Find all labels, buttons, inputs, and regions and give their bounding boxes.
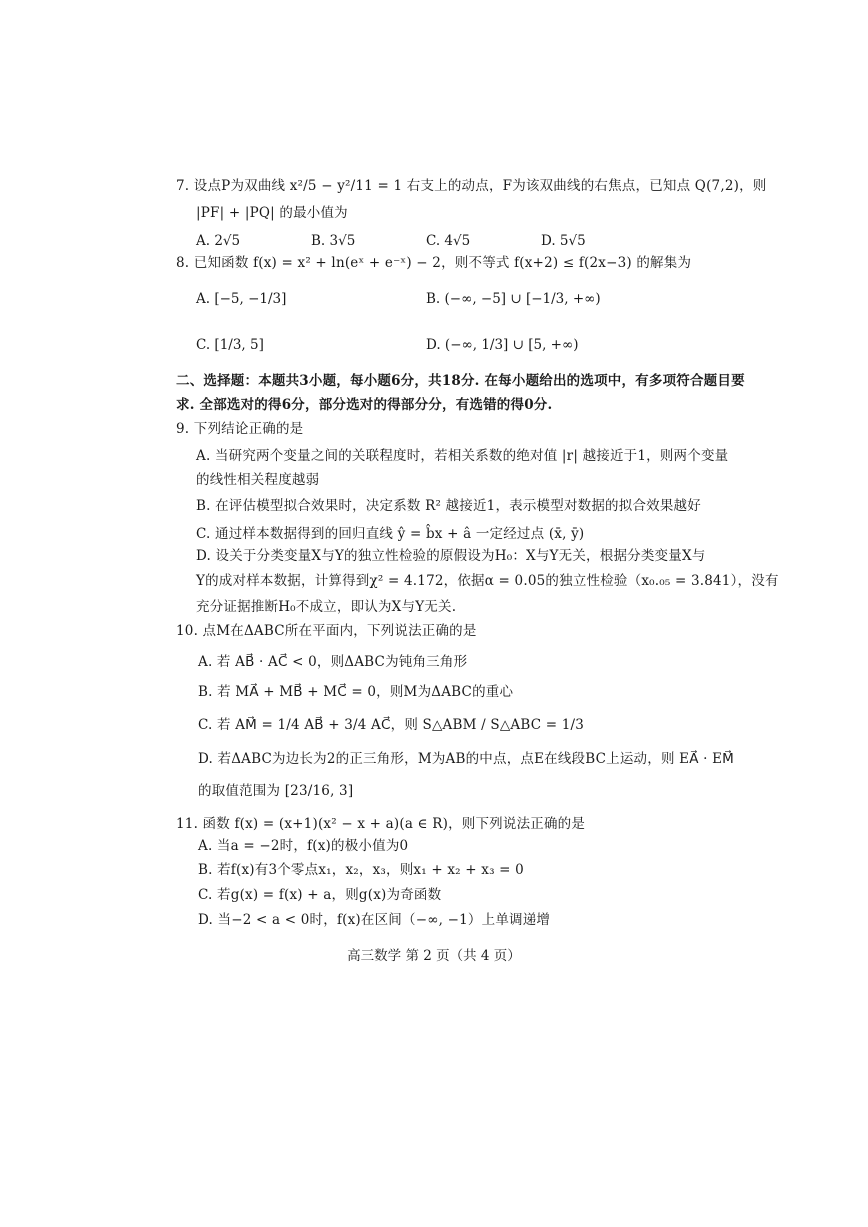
q9-option-d-line2: Y的成对样本数据，计算得到χ² = 4.172，依据α = 0.05的独立性检验（x₀.₀₅ = 3.841），没有: [196, 573, 779, 589]
q10-stem: 10. 点M在ΔABC所在平面内，下列说法正确的是: [176, 623, 477, 639]
q7-option-b: B. 3√5: [311, 233, 356, 249]
q9-option-d-line3: 充分证据推断H₀不成立，即认为X与Y无关.: [196, 599, 457, 615]
q11-option-a: A. 当a = −2时，f(x)的极小值为0: [198, 838, 409, 854]
q10-option-a: A. 若 AB⃗ · AC⃗ < 0，则ΔABC为钝角三角形: [198, 654, 468, 670]
q10-option-d-line1: D. 若ΔABC为边长为2的正三角形，M为AB的中点，点E在线段BC上运动，则 EA⃗ · EM⃗: [198, 751, 735, 767]
q9-option-b: B. 在评估模型拟合效果时，决定系数 R² 越接近1，表示模型对数据的拟合效果越好: [196, 498, 701, 514]
q7-option-c: C. 4√5: [426, 233, 471, 249]
q8-options-row1: [196, 289, 716, 309]
q10-option-c: C. 若 AM⃗ = 1/4 AB⃗ + 3/4 AC⃗，则 S△ABM / S△ABC = 1/3: [198, 717, 585, 733]
q7-options: [196, 231, 756, 251]
q11-option-d: D. 当−2 < a < 0时，f(x)在区间（−∞, −1）上单调递增: [198, 912, 551, 928]
q7-stem-line1: 7. 设点P为双曲线 x²/5 − y²/11 = 1 右支上的动点，F为该双曲线的右焦点，已知点 Q(7,2)，则: [176, 178, 767, 194]
q11-option-c: C. 若g(x) = f(x) + a，则g(x)为奇函数: [198, 887, 442, 903]
page-footer: 高三数学 第 2 页（共 4 页）: [347, 948, 521, 964]
q8-option-d: D. (−∞, 1/3] ∪ [5, +∞): [426, 337, 579, 353]
section2-instructions-line1: 二、选择题：本题共3小题，每小题6分，共18分. 在每小题给出的选项中，有多项符合题目要: [176, 373, 745, 389]
q8-option-b: B. (−∞, −5] ∪ [−1/3, +∞): [426, 291, 601, 307]
q10-option-b: B. 若 MA⃗ + MB⃗ + MC⃗ = 0，则M为ΔABC的重心: [198, 684, 514, 700]
q7-option-d: D. 5√5: [541, 233, 586, 249]
q7-stem-line2: |PF| + |PQ| 的最小值为: [196, 205, 348, 221]
q9-stem: 9. 下列结论正确的是: [176, 421, 304, 437]
q10-option-d-line2: 的取值范围为 [23/16, 3]: [198, 783, 354, 799]
q11-option-b: B. 若f(x)有3个零点x₁，x₂，x₃，则x₁ + x₂ + x₃ = 0: [198, 862, 524, 878]
q11-stem: 11. 函数 f(x) = (x+1)(x² − x + a)(a ∈ R)，则下列说法正确的是: [176, 816, 586, 832]
q7-option-a: A. 2√5: [196, 233, 241, 249]
q8-options-row2: [196, 335, 716, 355]
q8-option-c: C. [1/3, 5]: [196, 337, 264, 353]
q9-option-d-line1: D. 设关于分类变量X与Y的独立性检验的原假设为H₀：X与Y无关，根据分类变量X与: [196, 548, 706, 564]
q9-option-a-line2: 的线性相关程度越弱: [196, 472, 320, 488]
q9-option-c: C. 通过样本数据得到的回归直线 ŷ = b̂x + â 一定经过点 (x̄, ȳ): [196, 526, 585, 542]
q8-option-a: A. [−5, −1/3]: [196, 291, 287, 307]
q9-option-a-line1: A. 当研究两个变量之间的关联程度时，若相关系数的绝对值 |r| 越接近于1，则两个变量: [196, 448, 729, 464]
q8-stem: 8. 已知函数 f(x) = x² + ln(eˣ + e⁻ˣ) − 2，则不等式 f(x+2) ≤ f(2x−3) 的解集为: [176, 255, 692, 271]
section2-instructions-line2: 求. 全部选对的得6分，部分选对的得部分分，有选错的得0分.: [176, 397, 553, 413]
